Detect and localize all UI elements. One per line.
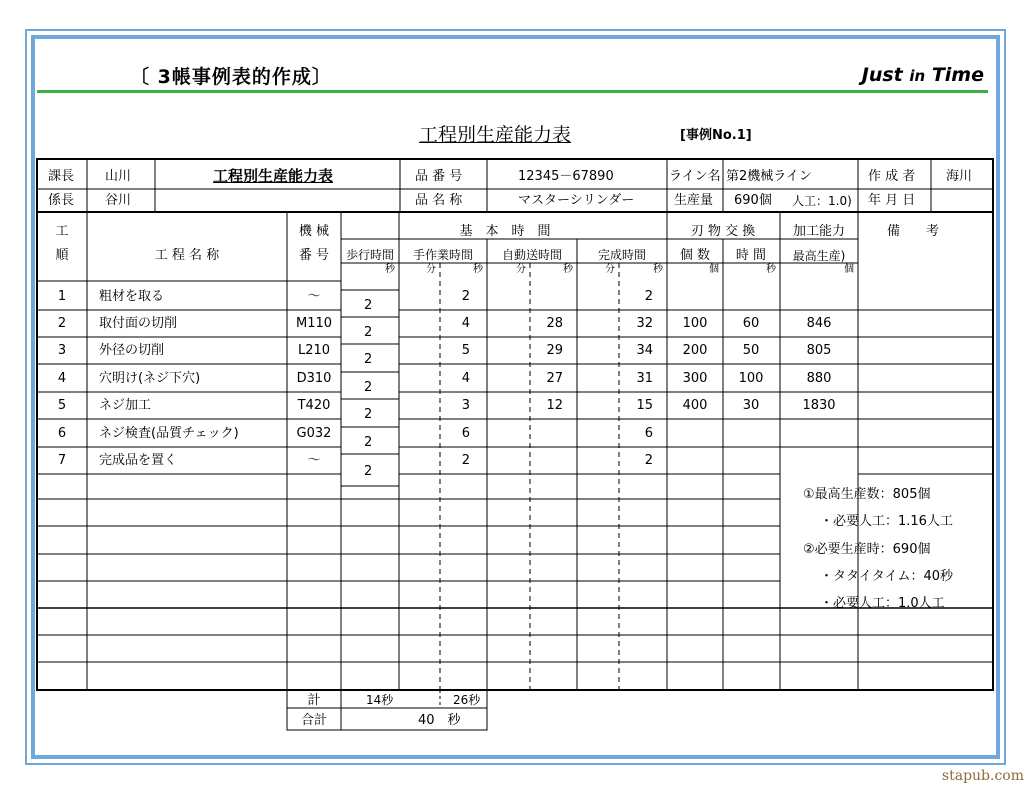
brand-in: in [909,67,926,85]
row-tool-time: 100 [738,371,764,386]
volume-labor: 人工：1.0) [792,194,852,208]
row-walk-sec: 2 [364,352,373,367]
row-manual-sec: 2 [461,453,470,468]
row-walk-sec: 2 [364,464,373,479]
row-manual-sec: 4 [461,371,470,386]
line-name: 第2機械ライン [726,169,812,184]
row-step-no: 4 [57,371,67,386]
row-tool-time: 30 [742,398,760,413]
col-auto-time: 自動送時間 [501,248,563,262]
kacho-name: 山川 [105,169,132,184]
col-basic-time: 基 本 時 間 [459,224,551,239]
col-tool-time: 時 間 [735,248,767,263]
row-capacity: 805 [806,343,832,358]
line-label: ライン名 [669,169,721,184]
row-manual-sec: 4 [461,316,470,331]
unit-auto-sec: 秒 [563,264,573,275]
row-manual-sec: 6 [461,426,470,441]
kakaricho-name: 谷川 [105,193,132,208]
row-capacity: 846 [806,316,832,331]
row-auto-sec: 28 [546,316,563,331]
row-walk-sec: 2 [364,325,373,340]
col-step-top: 工 [55,224,69,239]
author-label: 作 成 者 [868,169,916,184]
row-capacity: 880 [806,371,832,386]
row-tool-time: 50 [742,343,760,358]
volume: 690個 [734,193,772,208]
unit-done-sec: 秒 [653,264,663,275]
total-manual: 26秒 [453,693,481,707]
row-auto-sec: 27 [546,371,563,386]
row-walk-sec: 2 [364,298,373,313]
unit-capacity-pcs: 個 [844,264,854,275]
row-process-name: 完成品を置く [99,453,178,468]
unit-walk-sec: 秒 [385,264,395,275]
row-machine-no: D310 [296,371,332,386]
col-machine-top: 機 械 [298,224,330,239]
row-step-no: 3 [57,343,67,358]
row-done-sec: 31 [636,371,653,386]
row-done-sec: 15 [636,398,653,413]
brand-time: Time [931,64,984,86]
col-capacity-sub: 最高生産) [792,249,846,263]
row-done-sec: 2 [644,289,653,304]
note-line-4: ・タタイタイム：40秒 [820,569,954,584]
kakaricho-label: 係長 [48,193,75,208]
col-tool-change: 刃 物 交 換 [690,224,756,239]
row-process-name: ネジ検査(品質チェック) [99,426,239,441]
col-remarks: 備 考 [886,224,940,239]
row-machine-no: L210 [297,343,331,358]
row-done-sec: 34 [636,343,653,358]
brand-just: Just [861,64,903,86]
note-line-5: ・必要人工：1.0人工 [820,596,945,611]
row-done-sec: 6 [644,426,653,441]
col-manual-time: 手作業時間 [412,248,474,262]
row-auto-sec: 29 [546,343,563,358]
grand-total: 40 秒 [418,713,461,728]
row-tool-qty: 200 [682,343,708,358]
row-process-name: 穴明け(ネジ下穴) [99,371,201,386]
col-process-name: 工 程 名 称 [154,248,220,263]
row-process-name: ネジ加工 [99,398,152,413]
row-done-sec: 2 [644,453,653,468]
author-name: 海川 [946,169,973,184]
part-name: マスターシリンダー [518,193,635,208]
date-label: 年 月 日 [868,193,916,208]
row-machine-no: T420 [297,398,331,413]
row-process-name: 取付面の切削 [99,316,178,331]
row-step-no: 5 [57,398,67,413]
row-manual-sec: 3 [461,398,470,413]
document-title: 工程別生産能力表 [419,124,572,146]
volume-label: 生産量 [674,193,714,208]
section-title: 〔 3帳事例表的作成〕 [130,66,332,88]
table-title: 工程別生産能力表 [213,167,334,185]
col-tool-qty: 個 数 [679,248,711,263]
kacho-label: 課長 [48,169,75,184]
part-name-label: 品 名 称 [415,193,463,208]
row-machine-no: M110 [295,316,333,331]
row-capacity: 1830 [802,398,836,413]
row-auto-sec: 12 [546,398,563,413]
row-walk-sec: 2 [364,407,373,422]
row-step-no: 1 [57,289,67,304]
unit-auto-min: 分 [516,264,526,275]
col-walk-time: 歩行時間 [345,248,395,262]
case-number: [事例No.1] [680,128,752,143]
row-machine-no: G032 [296,426,332,441]
row-done-sec: 32 [636,316,653,331]
col-machine-bottom: 番 号 [298,248,330,263]
row-walk-sec: 2 [364,435,373,450]
row-step-no: 6 [57,426,67,441]
row-tool-qty: 100 [682,316,708,331]
part-no: 12345－67890 [518,169,614,184]
total-label: 計 [307,693,321,708]
row-process-name: 粗材を取る [99,289,165,304]
row-step-no: 7 [57,453,67,468]
row-manual-sec: 5 [461,343,470,358]
unit-manual-sec: 秒 [473,264,483,275]
grand-total-label: 合計 [300,713,328,728]
note-line-3: ②必要生産時：690個 [803,542,931,557]
col-step-bottom: 順 [55,248,69,263]
row-tool-time: 60 [742,316,760,331]
part-no-label: 品 番 号 [415,169,463,184]
row-tool-qty: 300 [682,371,708,386]
watermark: stapub.com [941,768,1024,784]
note-line-1: ①最高生産数：805個 [803,487,931,502]
row-machine-no: ～ [307,289,321,304]
row-process-name: 外径の切削 [99,343,165,358]
col-done-time: 完成時間 [597,248,647,262]
row-tool-qty: 400 [682,398,708,413]
total-walk: 14秒 [366,693,394,707]
unit-tool-pcs: 個 [709,264,719,275]
row-walk-sec: 2 [364,380,373,395]
unit-done-min: 分 [605,264,615,275]
row-manual-sec: 2 [461,289,470,304]
note-line-2: ・必要人工：1.16人工 [820,514,953,529]
unit-tool-sec: 秒 [766,264,776,275]
row-machine-no: ～ [307,453,321,468]
col-capacity: 加工能力 [792,224,846,239]
row-step-no: 2 [57,316,67,331]
unit-manual-min: 分 [426,264,436,275]
